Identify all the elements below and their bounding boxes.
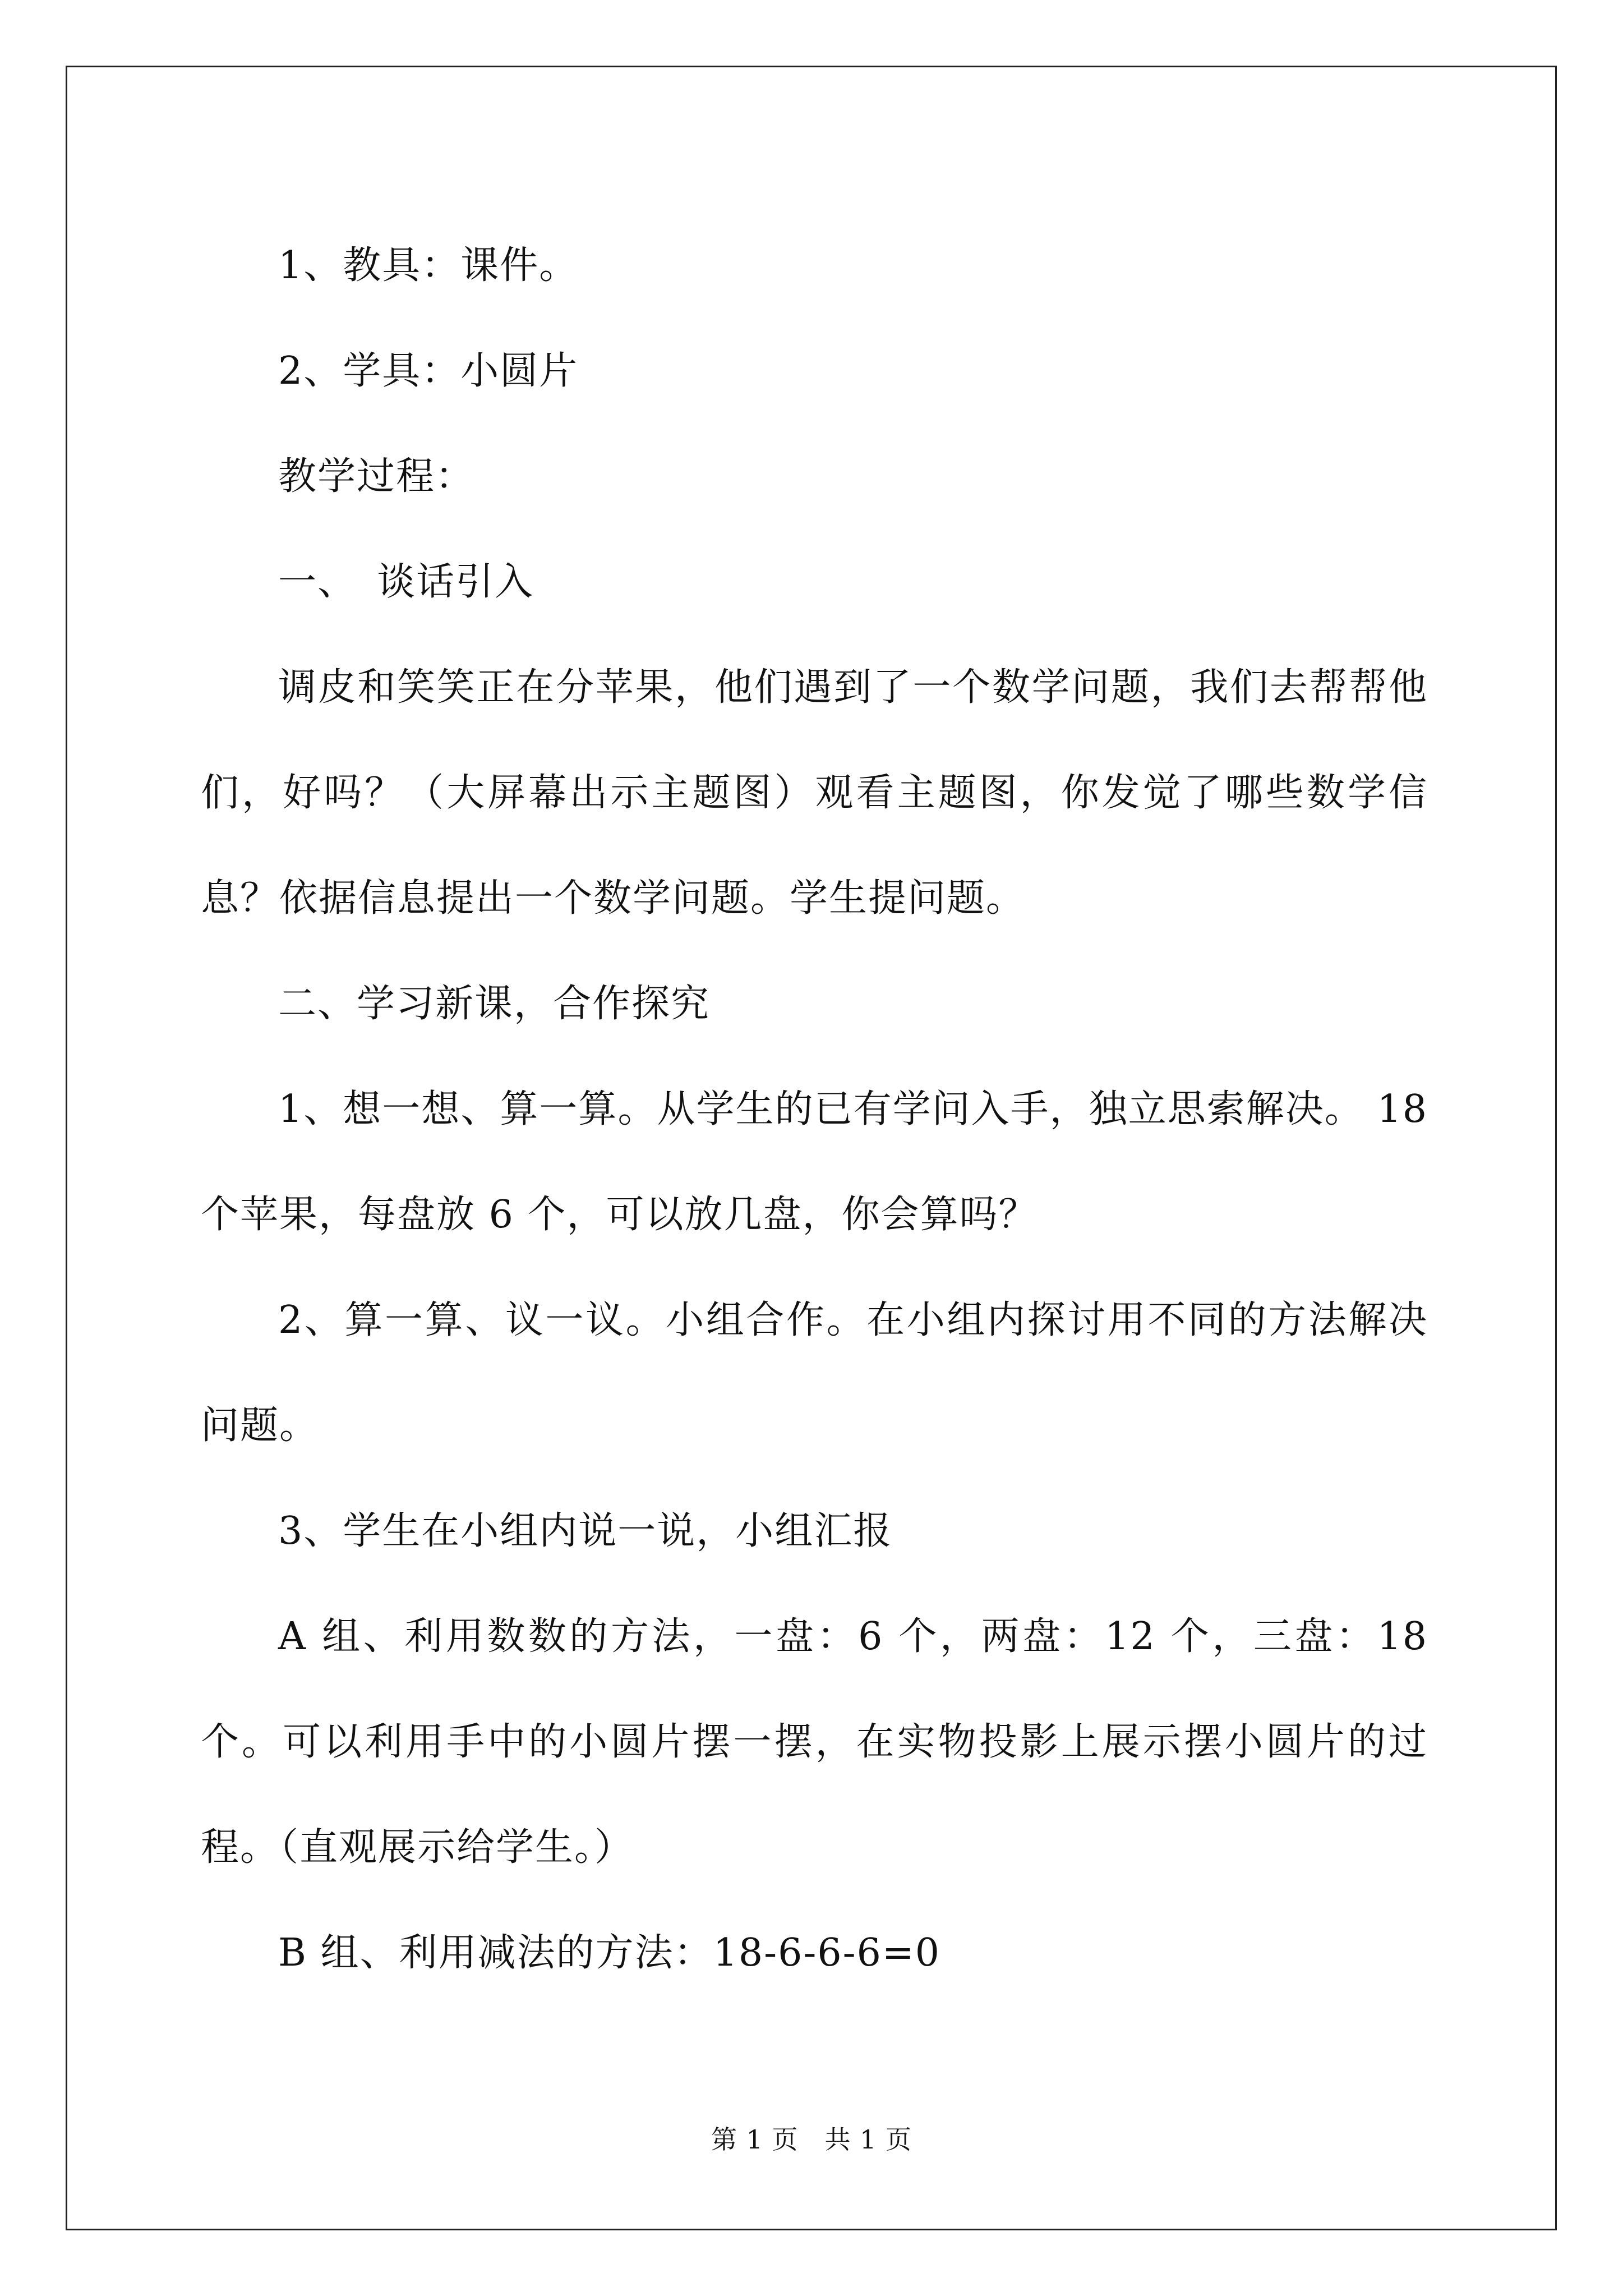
paragraph-group-b: B 组、利用减法的方法：18-6-6-6=0 — [278, 1931, 941, 1975]
paragraph-learning-tools: 2、学具：小圆片 — [278, 349, 579, 393]
section-heading-new-lesson: 二、学习新课，合作探究 — [278, 982, 711, 1026]
page-footer: 第 1 页 共 1 页 — [711, 2124, 912, 2155]
paragraph-step-2: 2、算一算、议一议。小组合作。在小组内探讨用不同的方法解决问题。 — [201, 1298, 1428, 1448]
paragraph-step-1: 1、想一想、算一算。从学生的已有学问入手，独立思索解决。 18个苹果，每盘放 6 个，可以放几盘，你会算吗？ — [201, 1087, 1428, 1237]
section-heading-intro: 一、 谈话引入 — [278, 560, 534, 604]
paragraph-process-heading: 教学过程： — [278, 454, 475, 499]
paragraph-group-a: A 组、利用数数的方法，一盘：6 个，两盘：12 个，三盘：18 个。可以利用手中的小圆片摆一摆，在实物投影上展示摆小圆片的过程。（直观展示给学生。） — [201, 1614, 1428, 1870]
paragraph-intro-story: 调皮和笑笑正在分苹果，他们遇到了一个数学问题，我们去帮帮他们，好吗？（大屏幕出示主题图）观看主题图，你发觉了哪些数学信息？依据信息提出一个数学问题。学生提问题。 — [201, 665, 1428, 921]
paragraph-teaching-aids: 1、教具：课件。 — [278, 243, 579, 288]
document-body — [201, 213, 1428, 2006]
paragraph-step-3: 3、学生在小组内说一说，小组汇报 — [278, 1509, 893, 1553]
